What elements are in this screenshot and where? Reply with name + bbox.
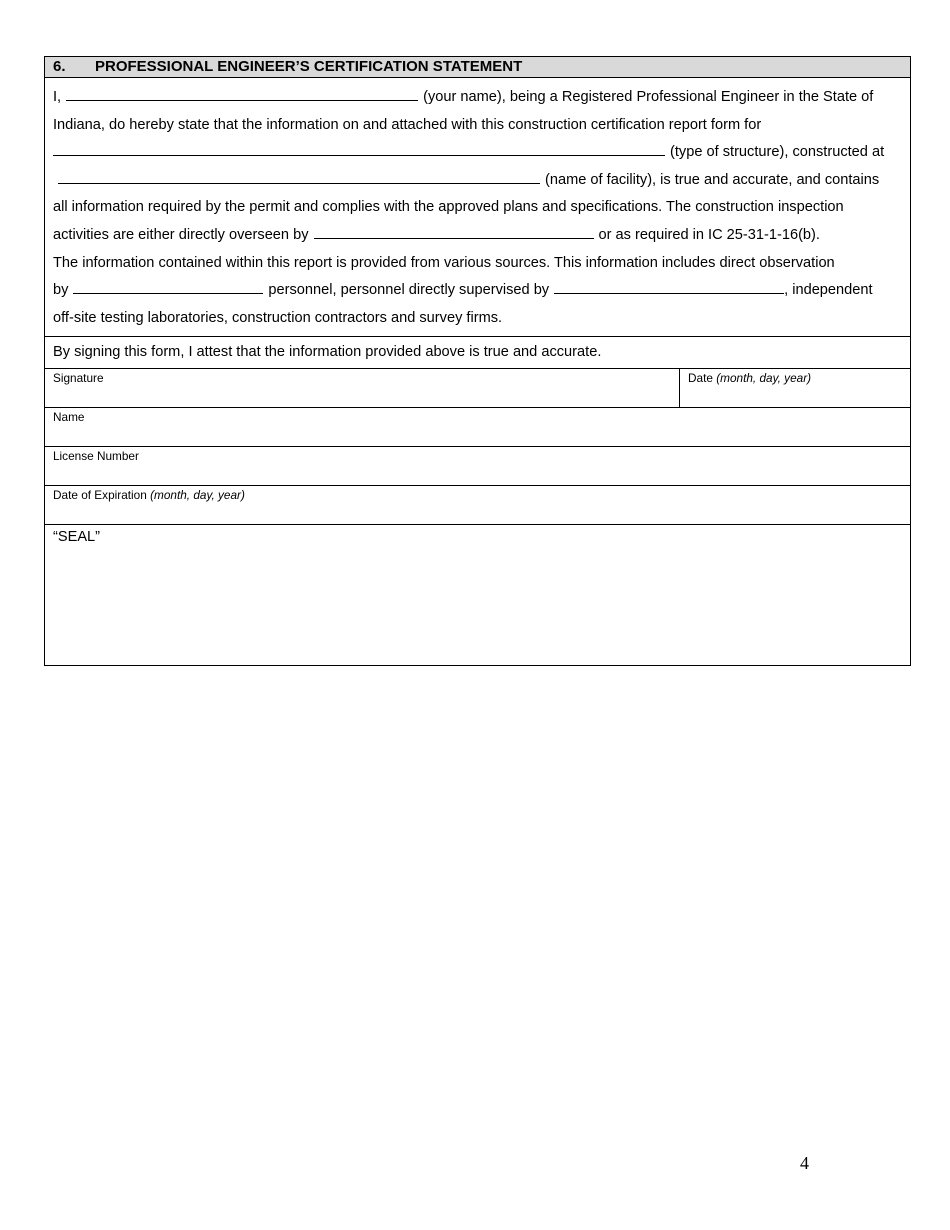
license-number-label: License Number xyxy=(53,449,139,464)
section-title: PROFESSIONAL ENGINEER’S CERTIFICATION STATEMENT xyxy=(95,58,523,75)
your-name-blank[interactable] xyxy=(66,86,418,101)
name-label: Name xyxy=(53,410,85,425)
statement-line-3 xyxy=(53,139,902,167)
name-row xyxy=(45,408,910,447)
page-number: 4 xyxy=(800,1153,809,1173)
statement-text: Indiana, do hereby state that the information on and attached with this construction certification report form for xyxy=(53,116,762,133)
date-label: Date xyxy=(688,371,713,386)
license-number-field[interactable] xyxy=(45,447,910,485)
license-row xyxy=(45,447,910,486)
statement-line-5 xyxy=(53,194,902,222)
overseen-by-blank[interactable] xyxy=(314,224,594,239)
statement-line-4 xyxy=(53,167,902,195)
statement-line-9 xyxy=(53,305,902,333)
statement-text: (type of structure), constructed at xyxy=(670,144,885,161)
supervised-by-blank[interactable] xyxy=(554,279,784,294)
signature-label: Signature xyxy=(53,371,104,386)
statement-text: by xyxy=(53,282,69,299)
signature-row xyxy=(45,369,910,408)
statement-line-8 xyxy=(53,277,902,305)
signature-field[interactable] xyxy=(45,369,680,407)
name-field[interactable] xyxy=(45,408,910,446)
section-header xyxy=(45,57,910,78)
expiration-date-field[interactable] xyxy=(45,486,910,524)
expiration-row xyxy=(45,486,910,525)
statement-line-1 xyxy=(53,84,902,112)
expiration-hint: (month, day, year) xyxy=(150,488,245,503)
date-field[interactable] xyxy=(680,369,910,407)
statement-text: personnel, personnel directly supervised by xyxy=(268,282,550,299)
statement-text: or as required in IC 25-31-1-16(b). xyxy=(598,226,820,243)
expiration-label: Date of Expiration xyxy=(53,488,147,503)
statement-text: off-site testing laboratories, construction contractors and survey firms. xyxy=(53,309,503,326)
statement-text: all information required by the permit and complies with the approved plans and specifications. The construction inspection xyxy=(53,199,844,216)
facility-name-blank[interactable] xyxy=(58,169,540,184)
type-of-structure-blank[interactable] xyxy=(53,141,665,156)
observation-personnel-blank[interactable] xyxy=(73,279,263,294)
section-number: 6. xyxy=(53,58,66,75)
seal-label: “SEAL” xyxy=(53,529,101,546)
certification-statement xyxy=(45,78,910,337)
statement-text: activities are either directly overseen by xyxy=(53,226,309,243)
statement-text: The information contained within this report is provided from various sources. This information includes direct observation xyxy=(53,254,835,271)
statement-text: (name of facility), is true and accurate, and contains xyxy=(545,171,880,188)
statement-line-2 xyxy=(53,112,902,140)
statement-line-6 xyxy=(53,222,902,250)
attestation-text: By signing this form, I attest that the information provided above is true and accurate. xyxy=(45,337,910,369)
seal-area xyxy=(45,525,910,665)
statement-text: (your name), being a Registered Professional Engineer in the State of xyxy=(423,89,874,105)
statement-text: , independent xyxy=(784,282,873,299)
statement-line-7 xyxy=(53,250,902,278)
statement-text: I, xyxy=(53,89,62,105)
pe-certification-form xyxy=(44,56,911,666)
date-hint: (month, day, year) xyxy=(716,371,812,386)
seal-row xyxy=(45,525,910,665)
